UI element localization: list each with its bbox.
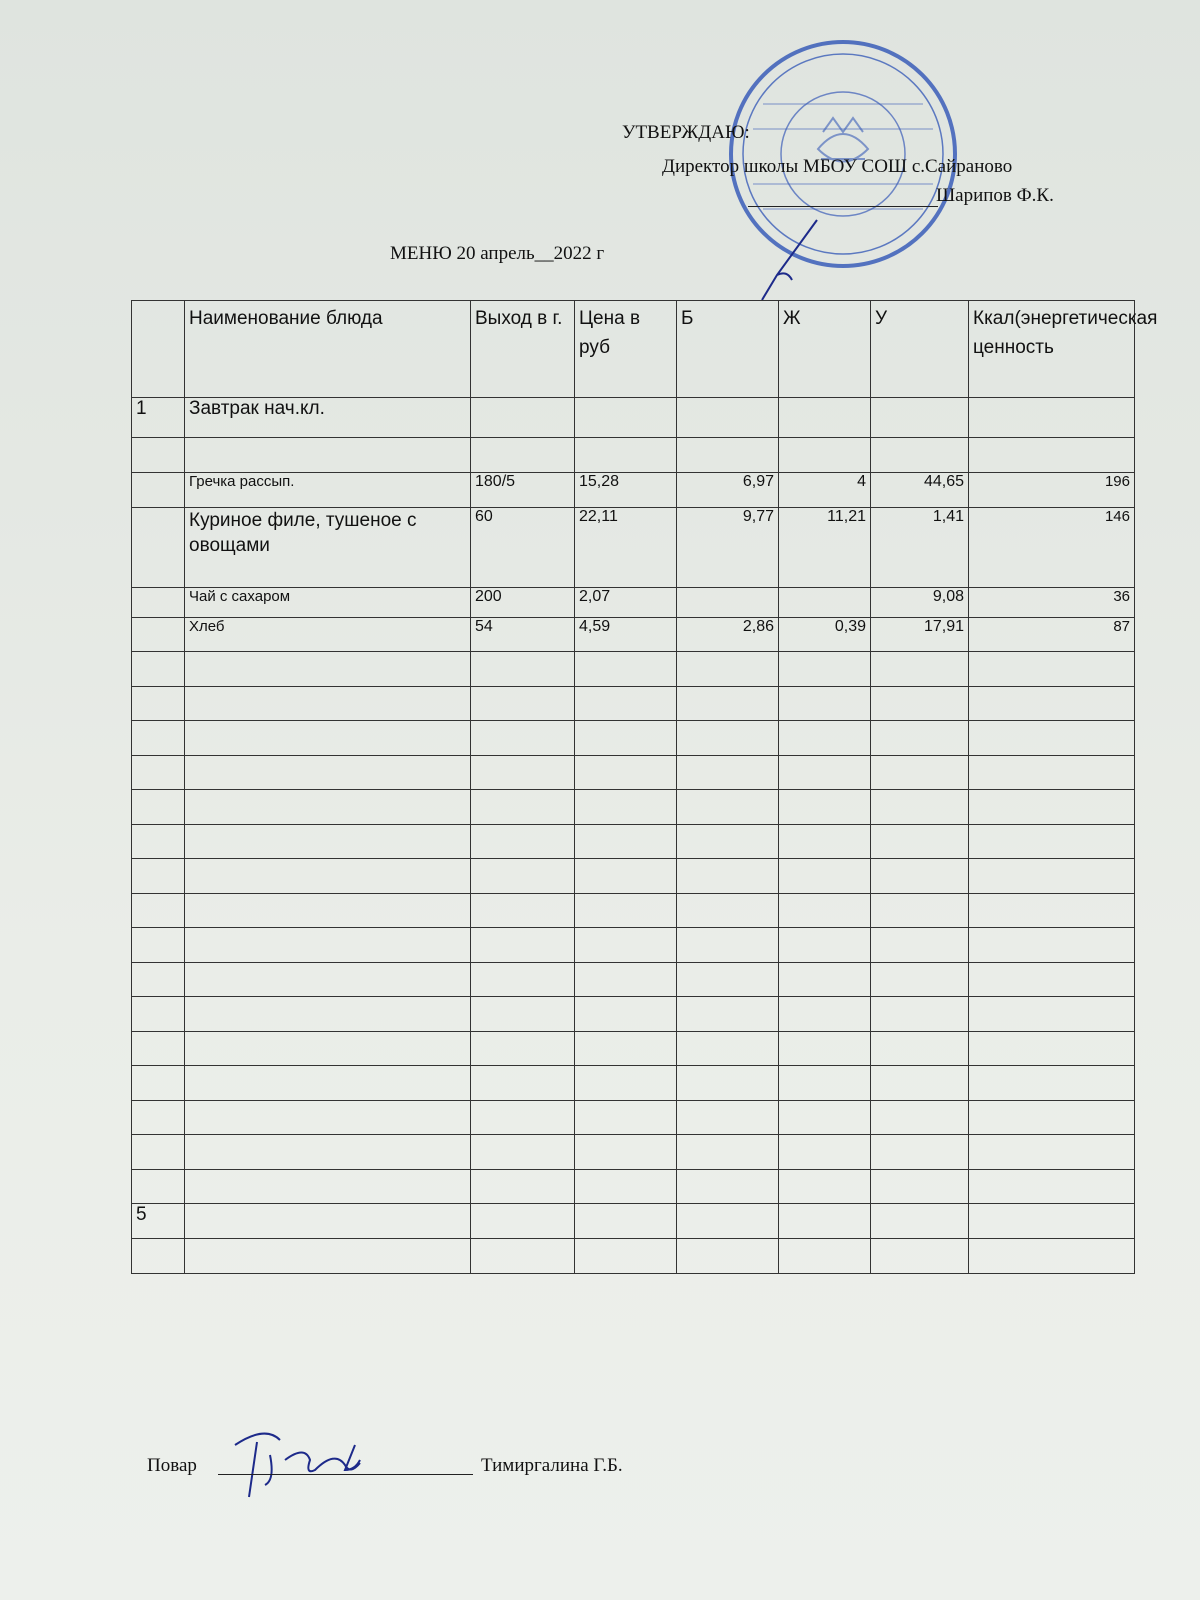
cook-signature	[215, 1420, 405, 1500]
dish-name: Гречка рассып.	[185, 473, 471, 508]
header-cell: Выход в г.	[471, 301, 575, 398]
table-row	[132, 824, 1135, 859]
table-row	[132, 1204, 1135, 1239]
table-row	[132, 652, 1135, 687]
dish-fat	[779, 588, 871, 618]
dish-kcal: 36	[969, 588, 1135, 618]
header-cell	[132, 301, 185, 398]
dish-fat: 0,39	[779, 618, 871, 652]
table-row	[132, 588, 1135, 618]
dish-protein: 6,97	[677, 473, 779, 508]
dish-carbs: 1,41	[871, 508, 969, 588]
approval-name: Шарипов Ф.К.	[936, 185, 1054, 206]
table-row	[132, 928, 1135, 963]
section-row	[132, 398, 1135, 438]
dish-price: 15,28	[575, 473, 677, 508]
table-row	[132, 755, 1135, 790]
menu-table	[131, 300, 1158, 1274]
table-row	[132, 893, 1135, 928]
cook-signature-line	[218, 1474, 473, 1475]
row-number: 5	[132, 1204, 185, 1239]
table-row	[132, 508, 1135, 588]
dish-fat: 4	[779, 473, 871, 508]
cook-name: Тимиргалина Г.Б.	[481, 1455, 623, 1476]
approval-role: Директор школы МБОУ СОШ с.Сайраново	[662, 156, 1013, 177]
table-row	[132, 686, 1135, 721]
table-row	[132, 997, 1135, 1032]
dish-price: 4,59	[575, 618, 677, 652]
dish-price: 2,07	[575, 588, 677, 618]
table-row	[132, 1066, 1135, 1101]
dish-protein: 2,86	[677, 618, 779, 652]
table-header-row	[132, 301, 1135, 398]
dish-weight: 60	[471, 508, 575, 588]
dish-kcal: 196	[969, 473, 1135, 508]
table-row	[132, 859, 1135, 894]
header-cell: У	[871, 301, 969, 398]
dish-protein: 9,77	[677, 508, 779, 588]
dish-price: 22,11	[575, 508, 677, 588]
table-row	[132, 1031, 1135, 1066]
dish-weight: 180/5	[471, 473, 575, 508]
dish-protein	[677, 588, 779, 618]
header-cell: Б	[677, 301, 779, 398]
table-row	[132, 438, 1135, 473]
section-title: Завтрак нач.кл.	[185, 398, 471, 438]
dish-carbs: 9,08	[871, 588, 969, 618]
table-row	[132, 1169, 1135, 1204]
dish-weight: 200	[471, 588, 575, 618]
table-row	[132, 721, 1135, 756]
dish-kcal: 87	[969, 618, 1135, 652]
menu-title: МЕНЮ 20 апрель__2022 г	[390, 243, 605, 264]
dish-carbs: 44,65	[871, 473, 969, 508]
dish-weight: 54	[471, 618, 575, 652]
table-row	[132, 1239, 1135, 1274]
header-cell: Наименование блюда	[185, 301, 471, 398]
dish-fat: 11,21	[779, 508, 871, 588]
table-row	[132, 790, 1135, 825]
dish-carbs: 17,91	[871, 618, 969, 652]
table-row	[132, 962, 1135, 997]
cook-label: Повар	[147, 1455, 197, 1476]
dish-name: Хлеб	[185, 618, 471, 652]
header-cell: Ж	[779, 301, 871, 398]
table-row	[132, 1100, 1135, 1135]
table-row	[132, 473, 1135, 508]
header-cell: Ккал(энергетическая ценность	[969, 301, 1135, 398]
signature-line	[748, 206, 938, 207]
table-row	[132, 1135, 1135, 1170]
table-row	[132, 618, 1135, 652]
dish-name: Чай с сахаром	[185, 588, 471, 618]
header-cell: Цена в руб	[575, 301, 677, 398]
dish-kcal: 146	[969, 508, 1135, 588]
approval-title: УТВЕРЖДАЮ:	[622, 122, 750, 143]
section-number: 1	[132, 398, 185, 438]
director-signature	[757, 215, 827, 305]
dish-name: Куриное филе, тушеное с овощами	[185, 508, 471, 588]
